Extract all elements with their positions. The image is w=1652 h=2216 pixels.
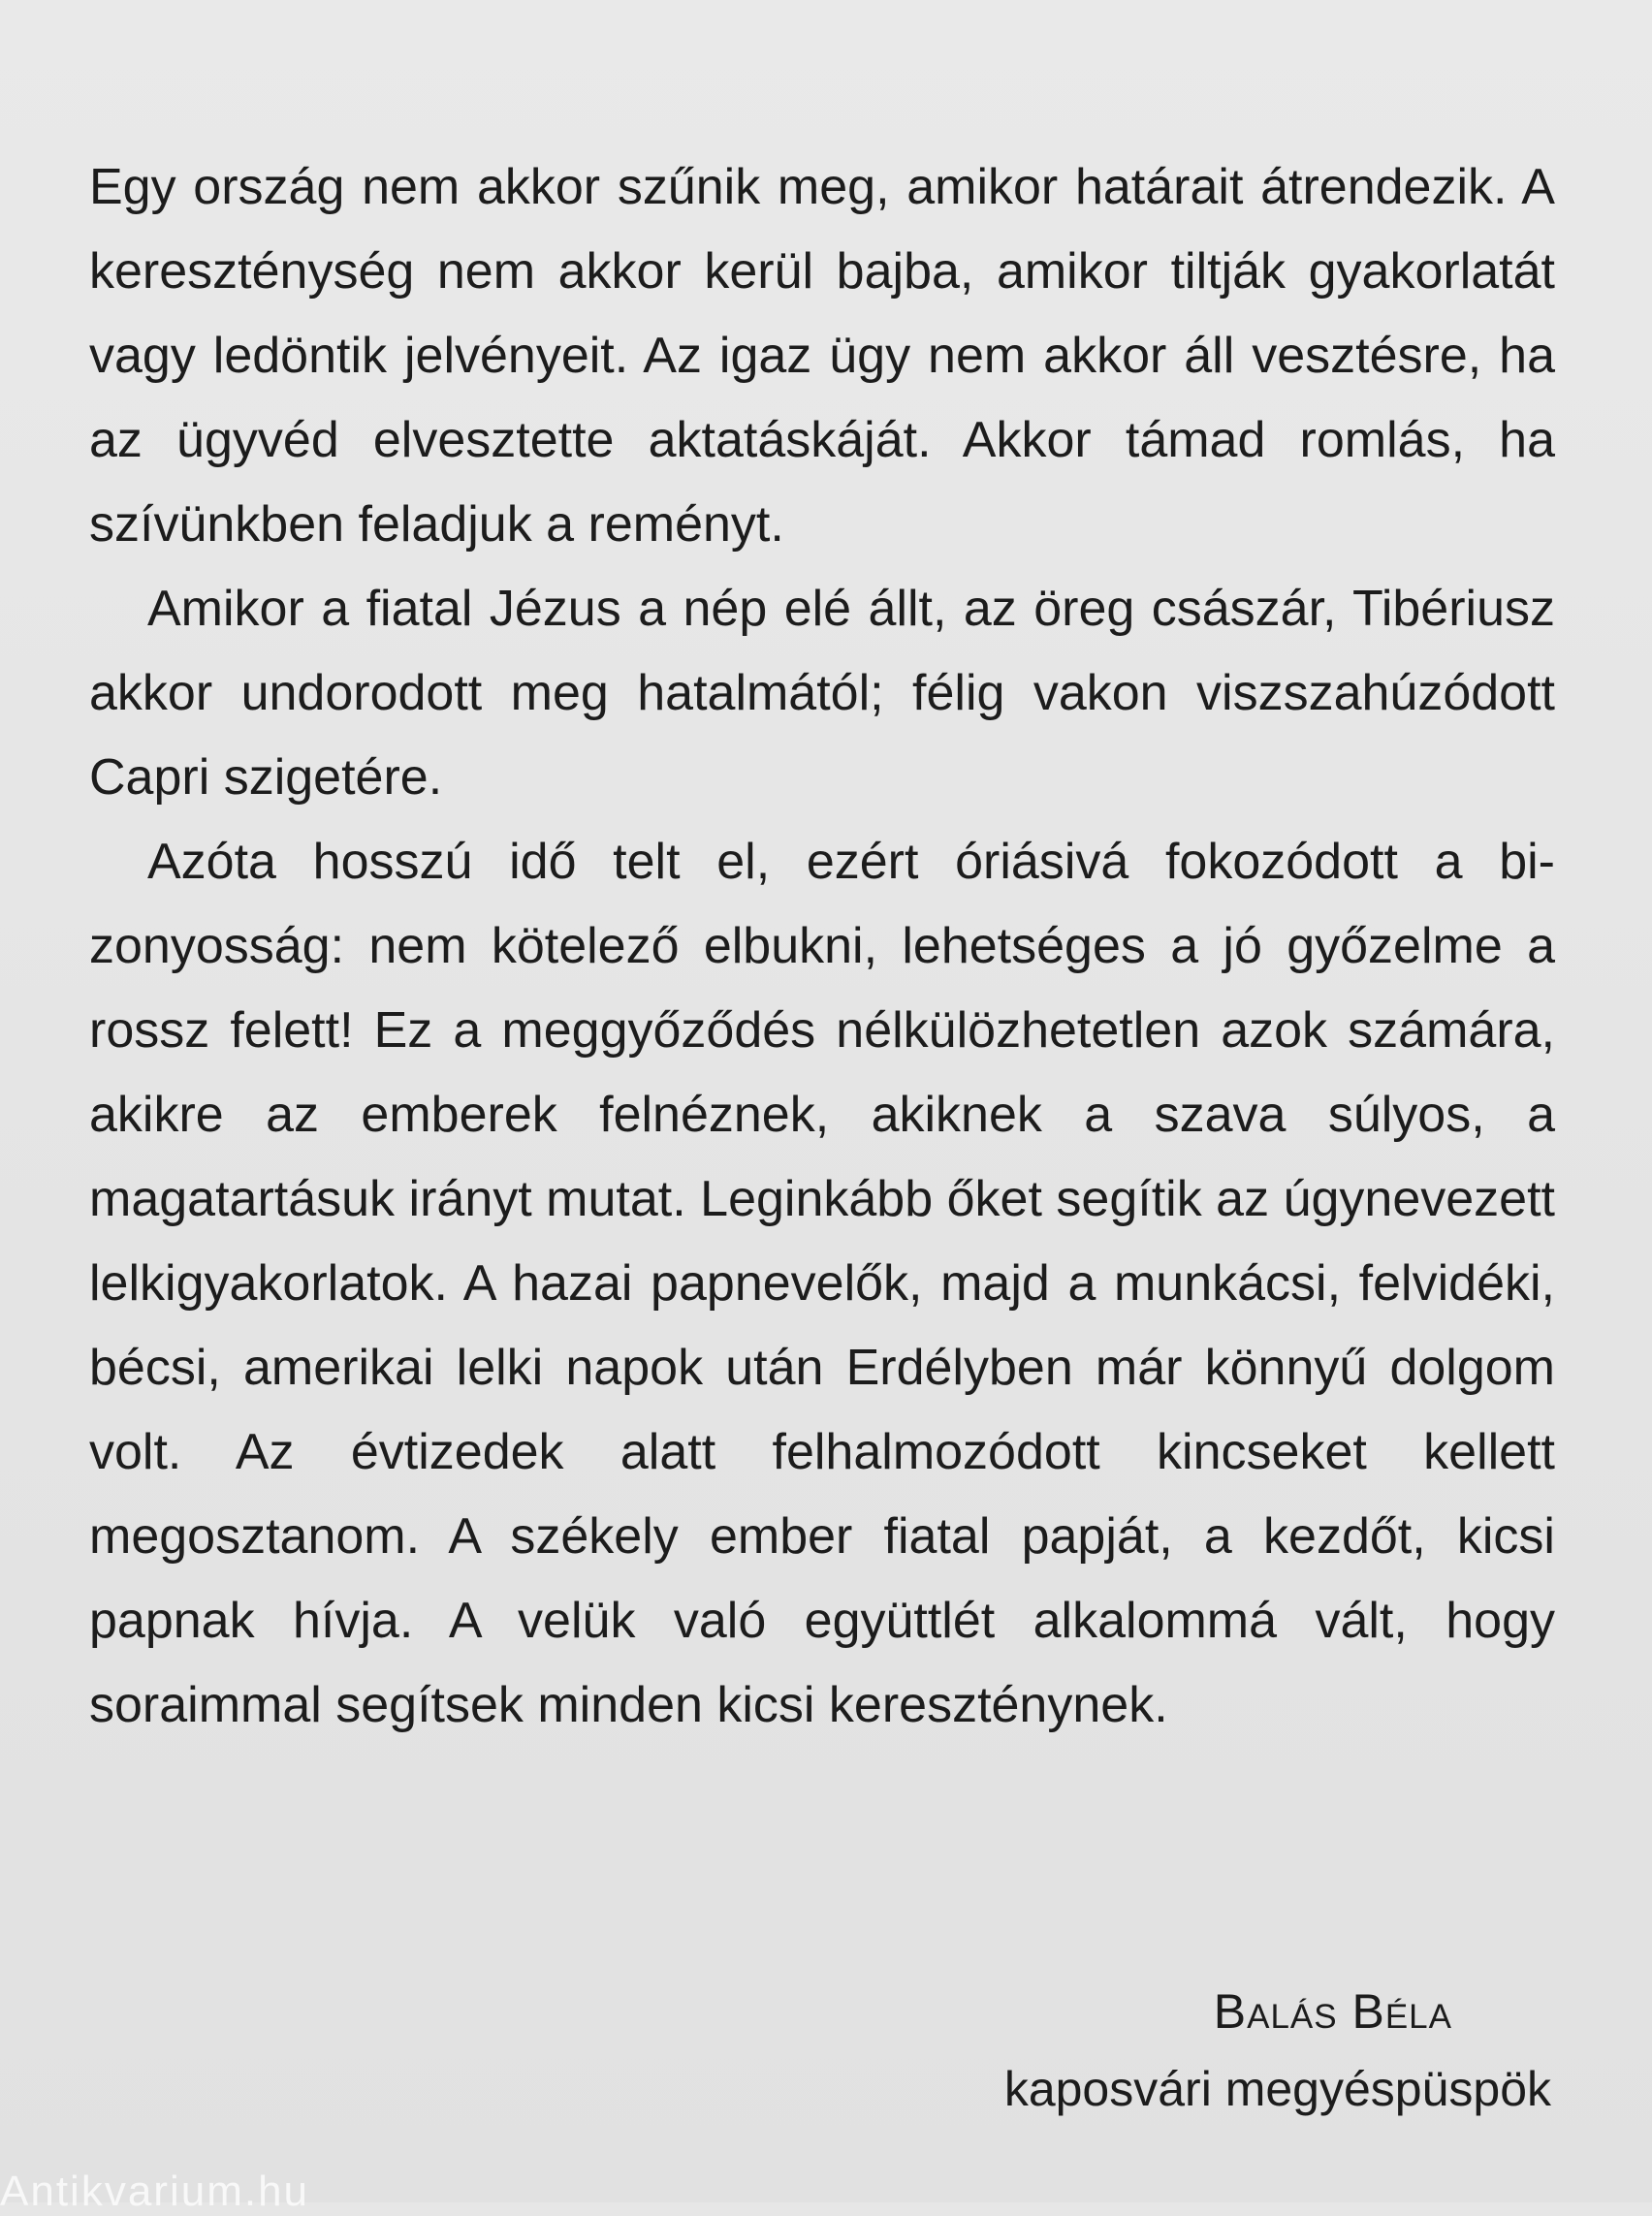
paragraph-1: Egy ország nem akkor szűnik meg, amikor határait átrendezik. A kereszténység nem akkor kerül bajba, amikor tiltják gyakorlatát vagy ledöntik jelvényeit. Az igaz ügy nem akkor áll vesztésre, ha az ügyvéd elvesztette aktatáskáját. Akkor támad romlás, ha szívünkben feladjuk a reményt. bbox=[89, 159, 1555, 553]
author-name: Balás Béla bbox=[1213, 1984, 1452, 2039]
watermark: Antikvarium.hu bbox=[0, 2168, 310, 2215]
author-title: kaposvári megyéspüspök bbox=[1003, 2062, 1551, 2116]
paragraph-2: Amikor a fiatal Jézus a nép elé állt, az öreg császár, Tibériusz akkor undorodott meg hatalmától; félig vakon viszszahúzódott Capri szigetére. bbox=[89, 581, 1555, 806]
signature-block bbox=[1004, 1973, 1551, 2128]
paragraph-3: Azóta hosszú idő telt el, ezért óriásivá fokozódott a bizonyosság: nem kötelező elbukni, lehetséges a jó győzelme a rossz felett! Ez a meggyőződés nélkülözhetetlen azok számára, akikre az emberek felnéznek, akiknek a szava súlyos, a magatartásuk irányt mutat. Leginkább őket segítik az úgynevezett lelkigyakorlatok. A hazai papnevelők, majd a munkácsi, felvidéki, bécsi, amerikai lelki napok után Erdélyben már könnyű dolgom volt. Az évtizedek alatt felhalmozódott kincseket kellett megosztanom. A székely ember fiatal papját, a kezdőt, kicsi papnak hívja. A velük való együttlét alkalommá vált, hogy soraimmal segítsek minden kicsi kereszténynek. bbox=[89, 834, 1555, 1733]
body-text bbox=[89, 145, 1555, 1748]
